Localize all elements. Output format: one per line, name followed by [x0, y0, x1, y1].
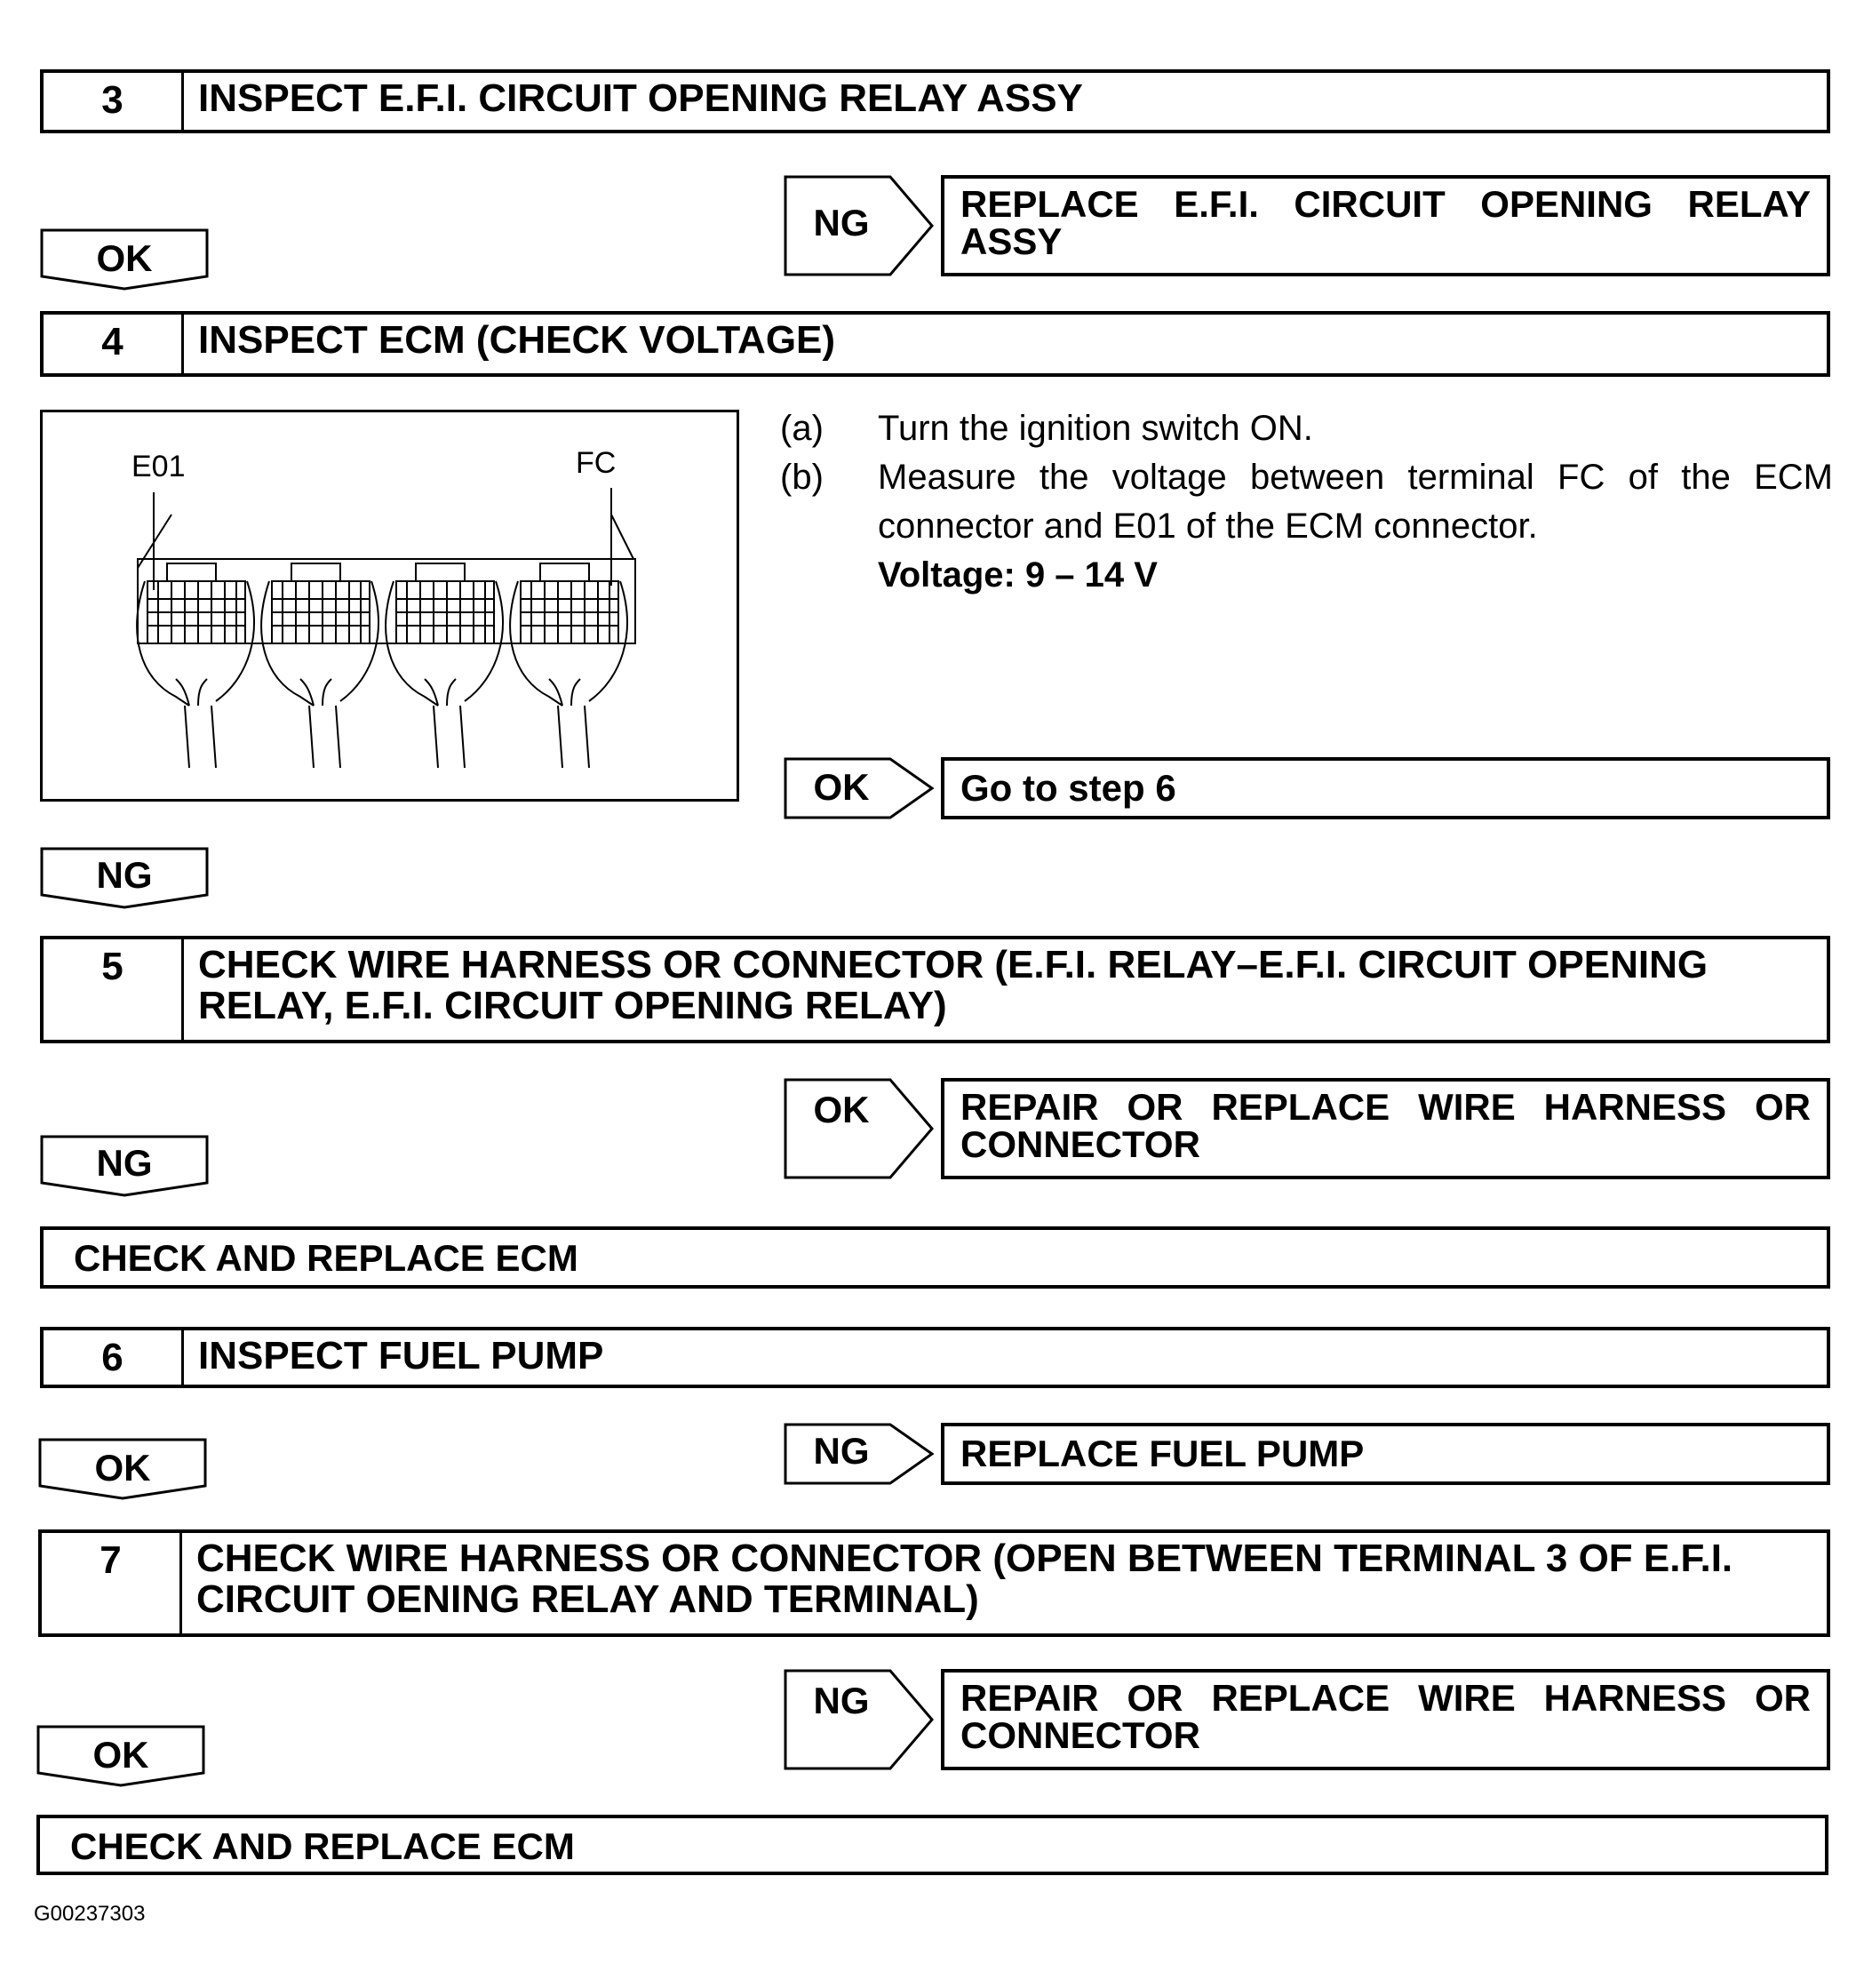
ecm-connector-icon [43, 412, 737, 799]
ng-down-tag: NG [40, 847, 209, 909]
result-box: REPAIR OR REPLACE WIRE HARNESS OR CONNECTOR [941, 1669, 1830, 1770]
ok-down-tag: OK [36, 1725, 205, 1787]
ng-down-tag: NG [40, 1135, 209, 1197]
step-title: INSPECT ECM (CHECK VOLTAGE) [198, 318, 836, 362]
instruction-b-line2: connector and E01 of the ECM connector. [878, 507, 1538, 546]
instruction-b-marker: (b) [780, 458, 824, 497]
terminal-label-fc: FC [576, 446, 617, 480]
step-3-header [40, 69, 1830, 133]
result-box: REPAIR OR REPLACE WIRE HARNESS OR CONNECTOR [941, 1078, 1830, 1179]
result-box: REPLACE FUEL PUMP [941, 1423, 1830, 1485]
final-action-box: CHECK AND REPLACE ECM [36, 1815, 1828, 1875]
instruction-a-text: Turn the ignition switch ON. [878, 409, 1313, 448]
step-title: INSPECT E.F.I. CIRCUIT OPENING RELAY ASSY [198, 76, 1083, 120]
ecm-connector-diagram [40, 410, 739, 802]
step-number: 4 [44, 315, 184, 373]
step-title: CHECK WIRE HARNESS OR CONNECTOR (OPEN BETWEEN TERMINAL 3 OF E.F.I. CIRCUIT OENING RELAY AND TERMINAL) [196, 1537, 1733, 1621]
step-7-header [38, 1529, 1830, 1637]
step-title: INSPECT FUEL PUMP [198, 1334, 604, 1377]
step-number: 3 [44, 73, 184, 130]
ok-down-tag: OK [38, 1438, 207, 1500]
step-5-header [40, 936, 1830, 1043]
step-4-header [40, 311, 1830, 377]
step-number: 6 [44, 1330, 184, 1385]
voltage-spec: Voltage: 9 – 14 V [878, 555, 1158, 595]
ng-side-arrow: NG [784, 1423, 935, 1485]
ok-down-tag: OK [40, 228, 209, 291]
step-title: CHECK WIRE HARNESS OR CONNECTOR (E.F.I. RELAY–E.F.I. CIRCUIT OPENING RELAY, E.F.I. CIRCUIT OPENING RELAY) [198, 943, 1709, 1027]
ng-side-arrow: NG [784, 1669, 935, 1770]
ok-side-arrow: OK [784, 1078, 935, 1179]
figure-code: G00237303 [34, 1902, 146, 1926]
ng-side-arrow: NG [784, 175, 935, 276]
ok-side-arrow: OK [784, 757, 935, 819]
result-box: Go to step 6 [941, 757, 1830, 819]
final-action-box: CHECK AND REPLACE ECM [40, 1226, 1830, 1289]
step-number: 5 [44, 939, 184, 1040]
instruction-b-line1: Measure the voltage between terminal FC of the ECM [878, 458, 1833, 497]
step-6-header [40, 1327, 1830, 1388]
result-box: REPLACE E.F.I. CIRCUIT OPENING RELAY ASSY [941, 175, 1830, 276]
instruction-a-marker: (a) [780, 409, 824, 448]
terminal-label-e01: E01 [131, 450, 186, 483]
step-number: 7 [42, 1533, 182, 1633]
